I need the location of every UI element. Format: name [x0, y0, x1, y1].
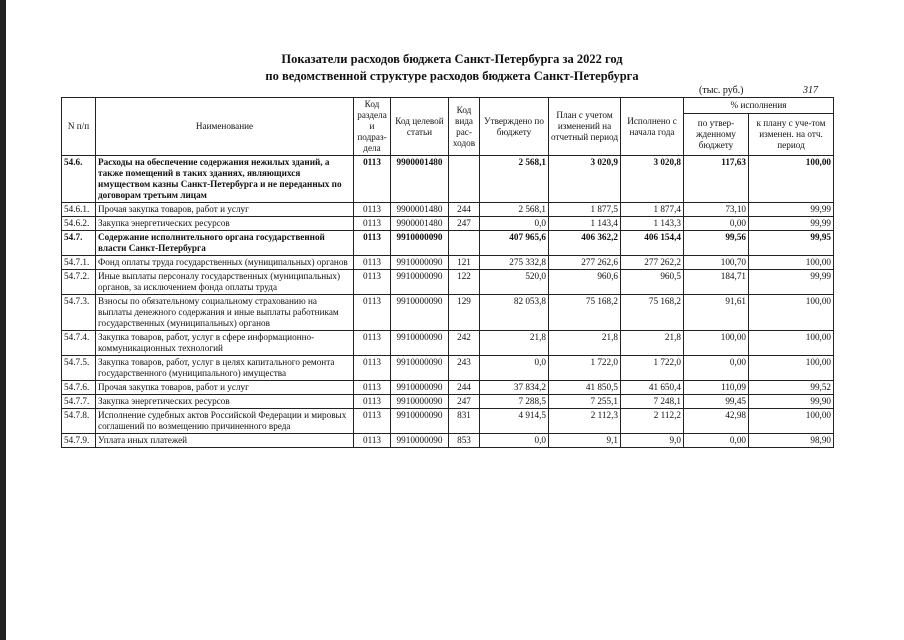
row-plan: 3 020,9 [549, 156, 621, 203]
row-number: 54.7.6. [62, 381, 96, 395]
row-plan: 960,6 [549, 270, 621, 295]
row-pct-approved: 184,71 [684, 270, 749, 295]
row-kind-code: 122 [449, 270, 480, 295]
row-pct-plan: 99,99 [749, 217, 834, 231]
table-row [62, 409, 834, 434]
row-section-code: 0113 [354, 203, 391, 217]
row-number: 54.6.2. [62, 217, 96, 231]
row-section-code: 0113 [354, 295, 391, 331]
budget-table [61, 97, 834, 448]
row-article-code: 9900001480 [391, 156, 449, 203]
page-number: 317 [803, 85, 818, 96]
row-approved: 0,0 [480, 217, 549, 231]
row-plan: 21,8 [549, 331, 621, 356]
row-pct-approved: 99,56 [684, 231, 749, 256]
col-pct-plan-header: к плану с уче-том изменен. на отч. период [749, 114, 834, 156]
row-section-code: 0113 [354, 256, 391, 270]
table-row [62, 295, 834, 331]
row-kind-code: 853 [449, 434, 480, 448]
col-percent-group-header: % исполнения [684, 98, 834, 114]
row-number: 54.7.4. [62, 331, 96, 356]
row-pct-plan: 99,99 [749, 270, 834, 295]
row-pct-approved: 99,45 [684, 395, 749, 409]
document-subtitle: по ведомственной структуре расходов бюджета Санкт-Петербурга [265, 69, 639, 83]
col-name-header: Наименование [96, 98, 354, 156]
row-section-code: 0113 [354, 356, 391, 381]
row-plan: 7 255,1 [549, 395, 621, 409]
row-approved: 82 053,8 [480, 295, 549, 331]
row-name: Содержание исполнительного органа государственной власти Санкт-Петербурга [96, 231, 354, 256]
table-row [62, 395, 834, 409]
table-body [62, 156, 834, 448]
row-kind-code: 244 [449, 381, 480, 395]
table-row [62, 217, 834, 231]
row-article-code: 9910000090 [391, 356, 449, 381]
row-section-code: 0113 [354, 231, 391, 256]
header-row [62, 98, 834, 114]
row-number: 54.7.3. [62, 295, 96, 331]
col-section-header: Код раздела и подраз-дела [354, 98, 391, 156]
row-executed: 1 722,0 [621, 356, 684, 381]
document-title: Показатели расходов бюджета Санкт-Петербурга за 2022 год [281, 52, 623, 66]
row-kind-code: 121 [449, 256, 480, 270]
row-pct-plan: 98,90 [749, 434, 834, 448]
row-approved: 0,0 [480, 356, 549, 381]
row-executed: 21,8 [621, 331, 684, 356]
row-number: 54.7.5. [62, 356, 96, 381]
row-pct-approved: 117,63 [684, 156, 749, 203]
row-kind-code: 247 [449, 395, 480, 409]
row-article-code: 9900001480 [391, 217, 449, 231]
row-plan: 1 877,5 [549, 203, 621, 217]
row-kind-code: 242 [449, 331, 480, 356]
table-row [62, 231, 834, 256]
row-kind-code: 244 [449, 203, 480, 217]
row-kind-code: 247 [449, 217, 480, 231]
row-number: 54.7.2. [62, 270, 96, 295]
row-name: Закупка энергетических ресурсов [96, 217, 354, 231]
row-section-code: 0113 [354, 409, 391, 434]
row-name: Закупка товаров, работ, услуг в сфере информационно-коммуникационных технологий [96, 331, 354, 356]
row-number: 54.6. [62, 156, 96, 203]
row-executed: 9,0 [621, 434, 684, 448]
row-article-code: 9910000090 [391, 434, 449, 448]
scan-left-edge [0, 0, 6, 640]
row-number: 54.7.9. [62, 434, 96, 448]
row-plan: 9,1 [549, 434, 621, 448]
row-pct-approved: 100,00 [684, 331, 749, 356]
row-pct-approved: 42,98 [684, 409, 749, 434]
row-plan: 406 362,2 [549, 231, 621, 256]
col-approved-header: Утверждено по бюджету [480, 98, 549, 156]
row-name: Прочая закупка товаров, работ и услуг [96, 203, 354, 217]
row-name: Расходы на обеспечение содержания нежилых зданий, а также помещений в таких зданиях, являющихся имуществом казны Санкт-Петербурга и не переданных по договорам третьим лицам [96, 156, 354, 203]
row-name: Фонд оплаты труда государственных (муниципальных) органов [96, 256, 354, 270]
row-section-code: 0113 [354, 395, 391, 409]
row-section-code: 0113 [354, 270, 391, 295]
row-pct-plan: 99,99 [749, 203, 834, 217]
row-article-code: 9910000090 [391, 409, 449, 434]
row-article-code: 9900001480 [391, 203, 449, 217]
row-pct-plan: 99,90 [749, 395, 834, 409]
row-section-code: 0113 [354, 217, 391, 231]
row-article-code: 9910000090 [391, 331, 449, 356]
row-section-code: 0113 [354, 331, 391, 356]
row-name: Исполнение судебных актов Российской Федерации и мировых соглашений по возмещению причиненного вреда [96, 409, 354, 434]
row-executed: 406 154,4 [621, 231, 684, 256]
table-row [62, 203, 834, 217]
row-pct-plan: 99,52 [749, 381, 834, 395]
row-approved: 2 568,1 [480, 156, 549, 203]
row-kind-code: 831 [449, 409, 480, 434]
table-row [62, 256, 834, 270]
row-number: 54.7.8. [62, 409, 96, 434]
table-row [62, 434, 834, 448]
row-article-code: 9910000090 [391, 231, 449, 256]
row-kind-code [449, 231, 480, 256]
col-article-header: Код целевой статьи [391, 98, 449, 156]
row-executed: 2 112,2 [621, 409, 684, 434]
row-executed: 7 248,1 [621, 395, 684, 409]
row-number: 54.6.1. [62, 203, 96, 217]
col-kind-header: Код вида рас-ходов [449, 98, 480, 156]
row-plan: 1 143,4 [549, 217, 621, 231]
row-pct-plan: 100,00 [749, 156, 834, 203]
row-plan: 1 722,0 [549, 356, 621, 381]
row-number: 54.7.7. [62, 395, 96, 409]
row-plan: 2 112,3 [549, 409, 621, 434]
row-name: Иные выплаты персоналу государственных (муниципальных) органов, за исключением фонда оплаты труда [96, 270, 354, 295]
row-pct-approved: 91,61 [684, 295, 749, 331]
row-executed: 41 650,4 [621, 381, 684, 395]
row-kind-code: 129 [449, 295, 480, 331]
row-name: Закупка энергетических ресурсов [96, 395, 354, 409]
row-plan: 277 262,6 [549, 256, 621, 270]
row-name: Взносы по обязательному социальному страхованию на выплаты денежного содержания и иные выплаты работникам государственных (муниципальных) органов [96, 295, 354, 331]
row-approved: 2 568,1 [480, 203, 549, 217]
table-row [62, 381, 834, 395]
row-approved: 0,0 [480, 434, 549, 448]
row-executed: 75 168,2 [621, 295, 684, 331]
row-number: 54.7.1. [62, 256, 96, 270]
unit-label: (тыс. руб.) [699, 85, 744, 96]
row-pct-approved: 0,00 [684, 434, 749, 448]
table-row [62, 270, 834, 295]
col-pct-approved-header: по утвер-жденному бюджету [684, 114, 749, 156]
row-executed: 1 877,4 [621, 203, 684, 217]
row-article-code: 9910000090 [391, 256, 449, 270]
row-executed: 277 262,2 [621, 256, 684, 270]
row-pct-plan: 100,00 [749, 409, 834, 434]
row-article-code: 9910000090 [391, 381, 449, 395]
row-name: Прочая закупка товаров, работ и услуг [96, 381, 354, 395]
row-name: Уплата иных платежей [96, 434, 354, 448]
row-pct-approved: 100,70 [684, 256, 749, 270]
row-article-code: 9910000090 [391, 395, 449, 409]
row-pct-approved: 110,09 [684, 381, 749, 395]
row-plan: 75 168,2 [549, 295, 621, 331]
row-approved: 7 288,5 [480, 395, 549, 409]
row-pct-plan: 99,95 [749, 231, 834, 256]
row-executed: 1 143,3 [621, 217, 684, 231]
row-pct-approved: 73,10 [684, 203, 749, 217]
row-approved: 407 965,6 [480, 231, 549, 256]
row-pct-approved: 0,00 [684, 217, 749, 231]
row-approved: 4 914,5 [480, 409, 549, 434]
row-section-code: 0113 [354, 434, 391, 448]
row-pct-plan: 100,00 [749, 256, 834, 270]
row-section-code: 0113 [354, 381, 391, 395]
row-kind-code [449, 156, 480, 203]
table-row [62, 331, 834, 356]
row-approved: 520,0 [480, 270, 549, 295]
col-num-header: N п/п [62, 98, 96, 156]
row-pct-plan: 100,00 [749, 331, 834, 356]
row-name: Закупка товаров, работ, услуг в целях капитального ремонта государственного (муниципального) имущества [96, 356, 354, 381]
row-executed: 960,5 [621, 270, 684, 295]
row-approved: 275 332,8 [480, 256, 549, 270]
row-article-code: 9910000090 [391, 270, 449, 295]
row-article-code: 9910000090 [391, 295, 449, 331]
table-row [62, 156, 834, 203]
row-approved: 21,8 [480, 331, 549, 356]
row-number: 54.7. [62, 231, 96, 256]
row-pct-approved: 0,00 [684, 356, 749, 381]
row-pct-plan: 100,00 [749, 356, 834, 381]
row-executed: 3 020,8 [621, 156, 684, 203]
row-section-code: 0113 [354, 156, 391, 203]
row-pct-plan: 100,00 [749, 295, 834, 331]
col-plan-header: План с учетом изменений на отчетный период [549, 98, 621, 156]
row-plan: 41 850,5 [549, 381, 621, 395]
row-approved: 37 834,2 [480, 381, 549, 395]
table-row [62, 356, 834, 381]
row-kind-code: 243 [449, 356, 480, 381]
col-executed-header: Исполнено с начала года [621, 98, 684, 156]
